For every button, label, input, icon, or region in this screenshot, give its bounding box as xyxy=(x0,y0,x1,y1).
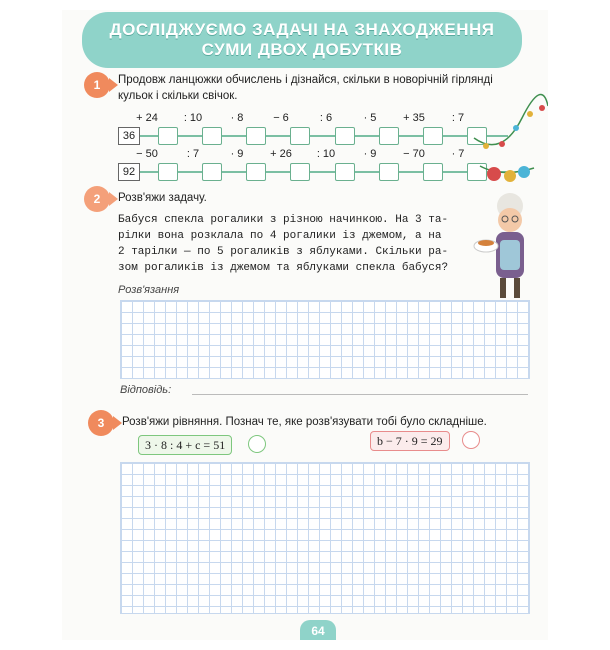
answer-line[interactable] xyxy=(192,394,528,395)
chain-1 xyxy=(118,112,508,146)
grandmother-illustration xyxy=(472,190,542,310)
chain-1-op: · 5 xyxy=(363,112,377,124)
chain-2-answer-box[interactable] xyxy=(246,163,266,181)
chain-2 xyxy=(118,148,508,182)
task-2-badge xyxy=(84,186,110,212)
chain-1-answer-box[interactable] xyxy=(158,127,178,145)
task-2-line: Бабуся спекла рогалики з різною начинкою. На 3 та- xyxy=(118,214,449,226)
equation-1: 3 · 8 : 4 + c = 51 xyxy=(138,435,232,455)
chain-2-op: − 70 xyxy=(403,148,425,160)
chain-2-op: − 50 xyxy=(136,148,158,160)
equation-1-mark-circle[interactable] xyxy=(248,435,266,453)
equation-grid[interactable] xyxy=(120,462,530,614)
chain-1-op: : 10 xyxy=(183,112,203,124)
chain-1-answer-box[interactable] xyxy=(379,127,399,145)
task-2-problem-text xyxy=(118,212,478,276)
task-2-number: 2 xyxy=(93,192,101,206)
title-banner xyxy=(82,12,522,68)
solution-label: Розв'язання xyxy=(118,284,180,296)
chain-2-answer-box[interactable] xyxy=(158,163,178,181)
chain-2-answer-box[interactable] xyxy=(202,163,222,181)
chain-2-op: : 10 xyxy=(316,148,336,160)
chain-1-answer-box[interactable] xyxy=(423,127,443,145)
task-1-badge xyxy=(84,72,110,98)
task-1-line-1: Продовж ланцюжки обчислень і дізнайся, скільки в новорічній гірлянді xyxy=(118,74,493,86)
chain-1-op: : 7 xyxy=(451,112,465,124)
chain-2-answer-box[interactable] xyxy=(379,163,399,181)
task-2-line: зом рогаликів із джемом та яблуками спекла бабуся? xyxy=(118,262,449,274)
chain-1-answer-box[interactable] xyxy=(335,127,355,145)
chain-2-op: · 9 xyxy=(363,148,377,160)
answer-label: Відповідь: xyxy=(120,384,172,396)
equation-2-mark-circle[interactable] xyxy=(462,431,480,449)
task-3-badge xyxy=(88,410,114,436)
task-2-line: 2 тарілки — по 5 рогаликів з яблуками. Скільки ра- xyxy=(118,246,449,258)
task-3-number: 3 xyxy=(97,416,105,430)
chain-2-answer-box[interactable] xyxy=(423,163,443,181)
task-2-heading: Розв'яжи задачу. xyxy=(118,192,207,204)
chain-1-answer-box[interactable] xyxy=(290,127,310,145)
chain-1-op: − 6 xyxy=(273,112,289,124)
title-line-1: ДОСЛІДЖУЄМО ЗАДАЧІ НА ЗНАХОДЖЕННЯ xyxy=(109,20,495,39)
equation-2: b − 7 · 9 = 29 xyxy=(370,431,450,451)
chain-1-op: + 35 xyxy=(403,112,425,124)
chain-1-start: 36 xyxy=(118,127,140,145)
task-1-number: 1 xyxy=(93,78,101,92)
chain-2-op: + 26 xyxy=(270,148,292,160)
task-3-text: Розв'яжи рівняння. Познач те, яке розв'язувати тобі було складніше. xyxy=(122,416,487,428)
chain-1-op: · 8 xyxy=(230,112,244,124)
chain-1-op: + 24 xyxy=(136,112,158,124)
chain-2-answer-box[interactable] xyxy=(335,163,355,181)
page-number: 64 xyxy=(300,620,336,640)
chain-2-op: · 7 xyxy=(451,148,465,160)
chain-1-answer-box[interactable] xyxy=(202,127,222,145)
title-line-2: СУМИ ДВОХ ДОБУТКІВ xyxy=(201,40,403,59)
garland-illustration xyxy=(472,88,548,188)
solution-grid[interactable] xyxy=(120,300,530,379)
chain-1-op: : 6 xyxy=(319,112,333,124)
chain-2-start: 92 xyxy=(118,163,140,181)
task-2-line: рілки вона розклала по 4 рогалики із джемом, а на xyxy=(118,230,442,242)
chain-2-op: · 9 xyxy=(230,148,244,160)
chain-2-answer-box[interactable] xyxy=(290,163,310,181)
workbook-page xyxy=(62,10,548,640)
task-1-line-2: кульок і скільки свічок. xyxy=(118,90,238,102)
chain-1-answer-box[interactable] xyxy=(246,127,266,145)
chain-2-op: : 7 xyxy=(186,148,200,160)
